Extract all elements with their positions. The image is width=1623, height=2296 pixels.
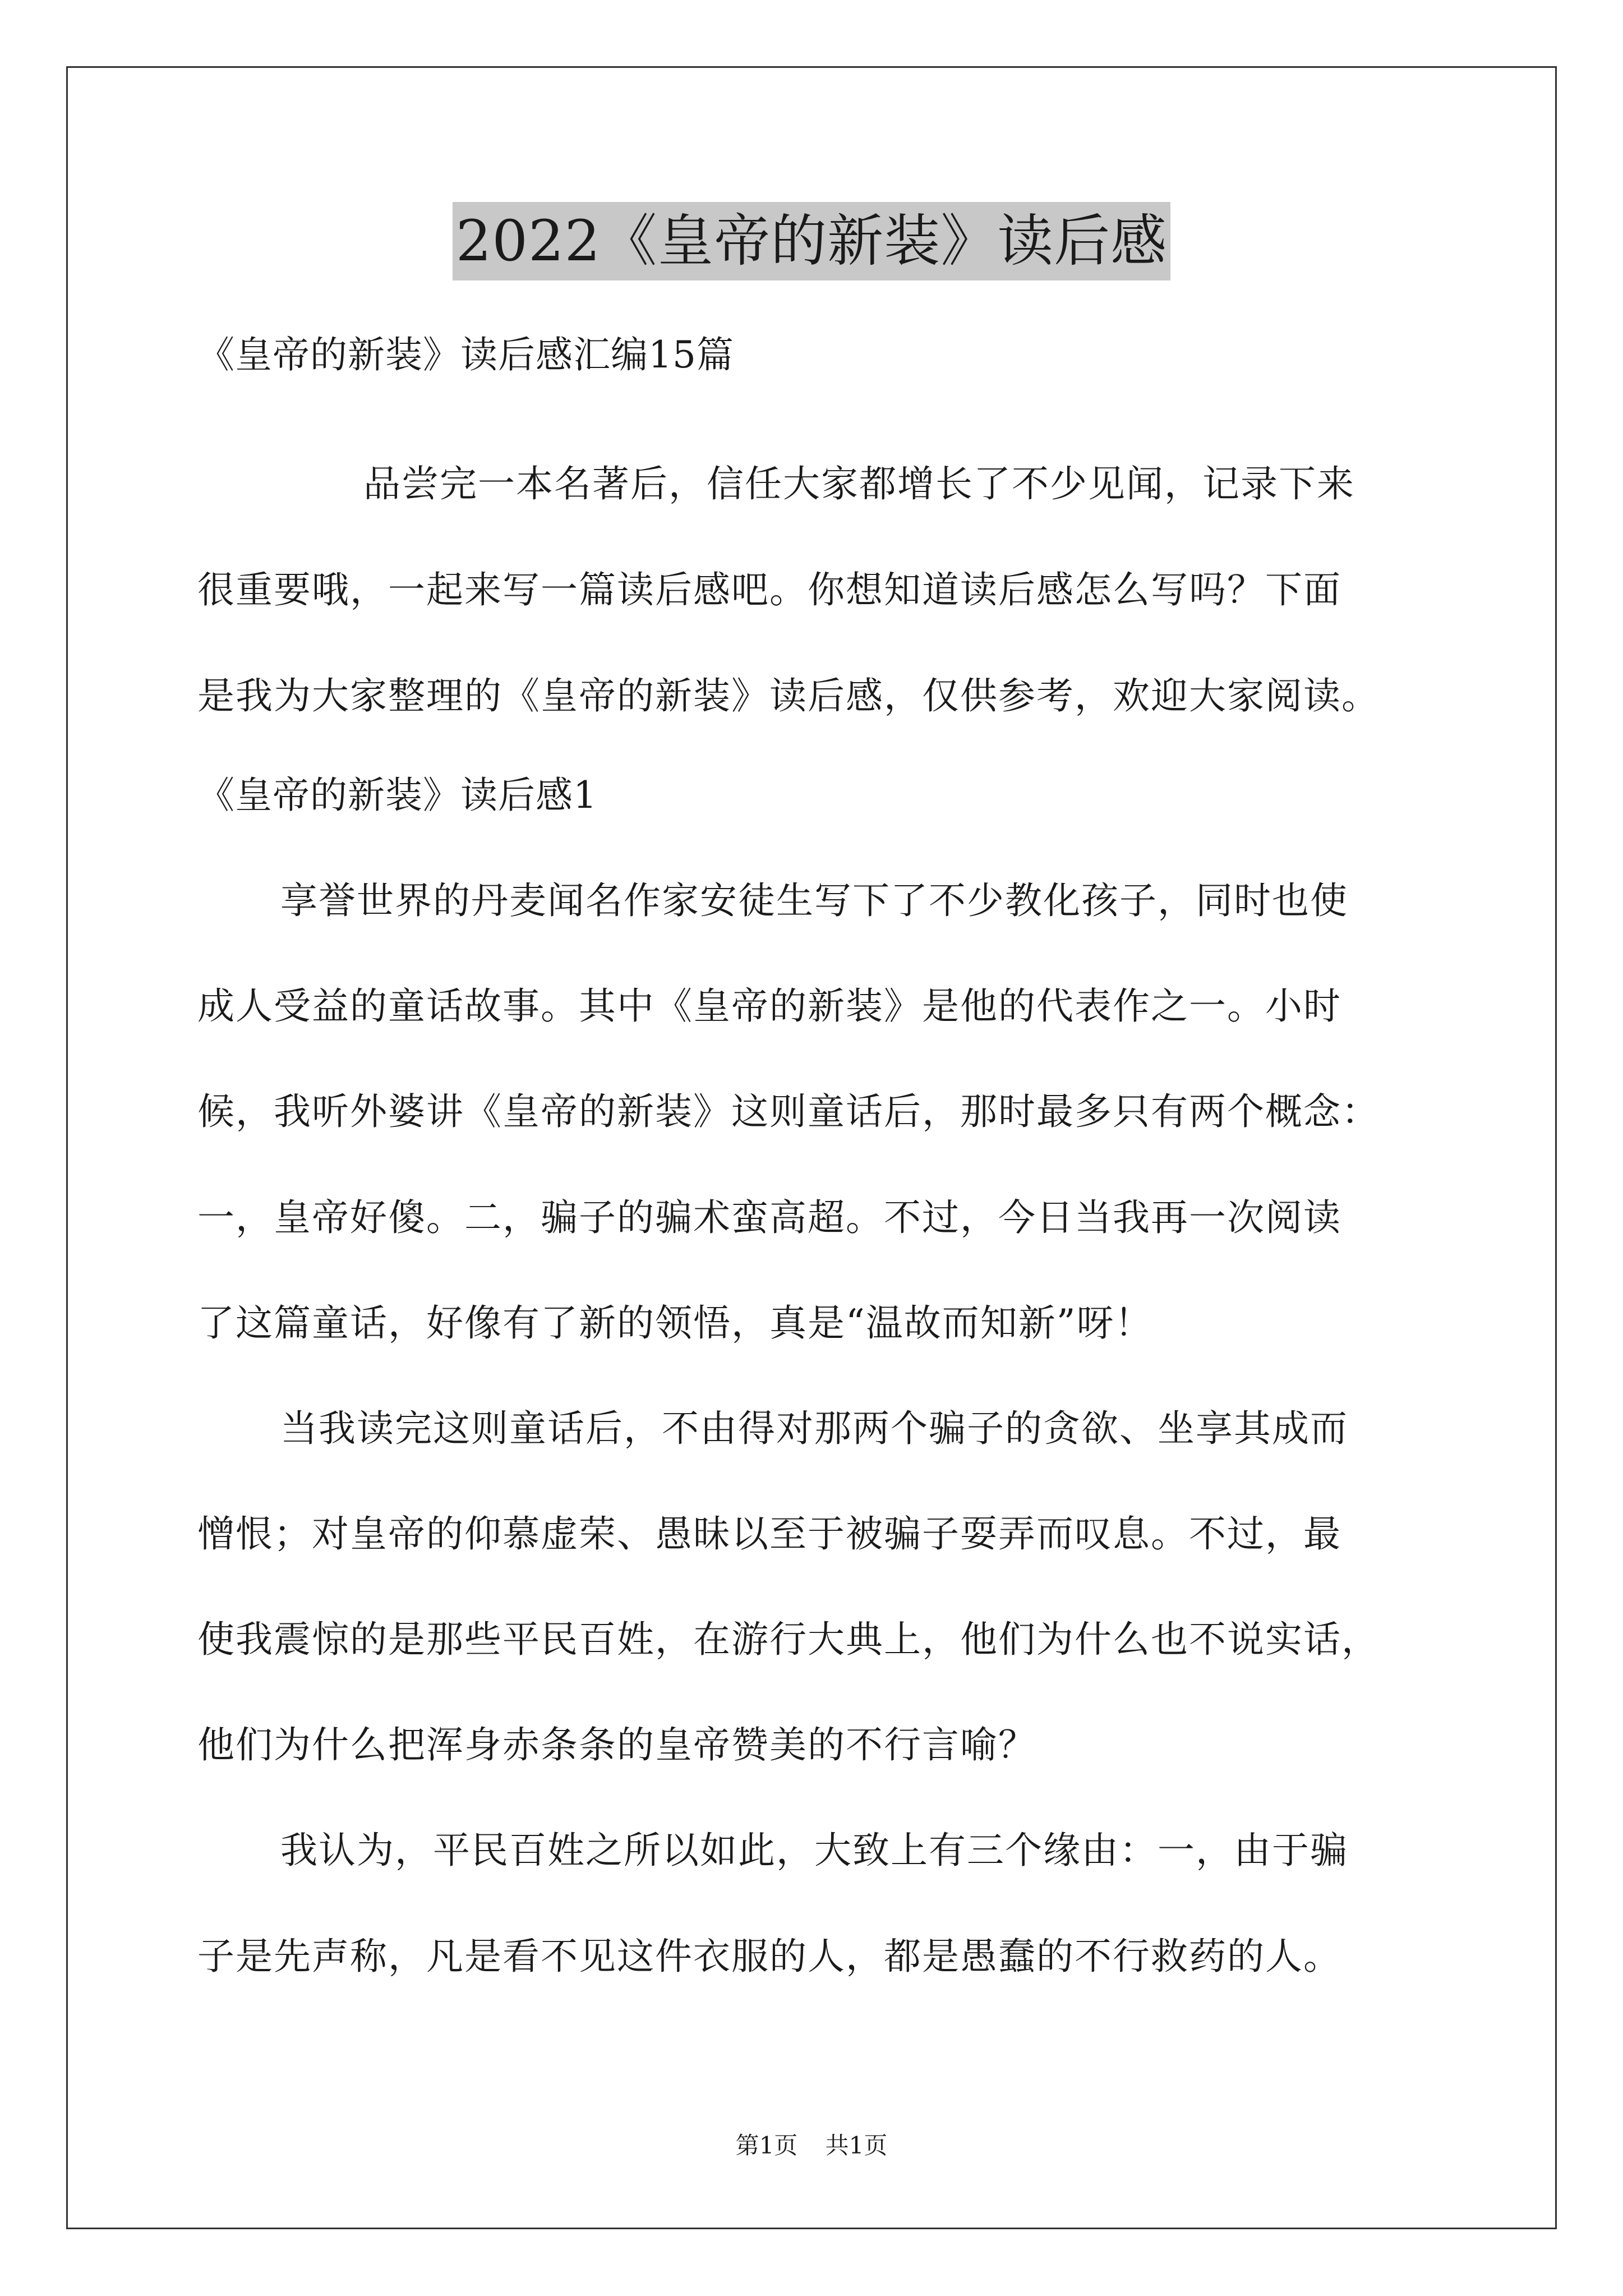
paragraph-line: 候，我听外婆讲《皇帝的新装》这则童话后，那时最多只有两个概念： [197, 1090, 1380, 1133]
paragraph-line: 享誉世界的丹麦闻名作家安徒生写下了不少教化孩子，同时也使 [280, 879, 1348, 922]
page-number: 第1页 [735, 2132, 798, 2159]
paragraph-line: 很重要哦，一起来写一篇读后感吧。你想知道读后感怎么写吗？下面 [197, 568, 1341, 611]
paragraph-line: 他们为什么把浑身赤条条的皇帝赞美的不行言喻？ [197, 1723, 1036, 1766]
paragraph-line: 使我震惊的是那些平民百姓，在游行大典上，他们为什么也不说实话， [197, 1618, 1380, 1661]
section-heading: 《皇帝的新装》读后感1 [197, 774, 597, 817]
page-total: 共1页 [825, 2132, 888, 2159]
paragraph-line: 我认为，平民百姓之所以如此，大致上有三个缘由：一，由于骗 [280, 1829, 1348, 1872]
page-border [66, 66, 1557, 2229]
paragraph-line: 品尝完一本名著后，信任大家都增长了不少见闻，记录下来 [363, 462, 1355, 505]
paragraph-line: 憎恨；对皇帝的仰慕虚荣、愚昧以至于被骗子耍弄而叹息。不过，最 [197, 1512, 1341, 1556]
page-footer [0, 2132, 1623, 2160]
title-container [0, 202, 1623, 280]
paragraph-line: 当我读完这则童话后，不由得对那两个骗子的贪欲、坐享其成而 [280, 1407, 1348, 1450]
paragraph-line: 是我为大家整理的《皇帝的新装》读后感，仅供参考，欢迎大家阅读。 [197, 674, 1380, 717]
document-title: 2022《皇帝的新装》读后感 [453, 202, 1171, 280]
section-heading: 《皇帝的新装》读后感汇编15篇 [197, 333, 734, 376]
paragraph-line: 了这篇童话，好像有了新的领悟，真是“温故而知新”呀！ [197, 1301, 1153, 1345]
paragraph-line: 一，皇帝好傻。二，骗子的骗术蛮高超。不过，今日当我再一次阅读 [197, 1196, 1341, 1239]
paragraph-line: 成人受益的童话故事。其中《皇帝的新装》是他的代表作之一。小时 [197, 984, 1341, 1028]
paragraph-line: 子是先声称，凡是看不见这件衣服的人，都是愚蠢的不行救药的人。 [197, 1935, 1341, 1978]
